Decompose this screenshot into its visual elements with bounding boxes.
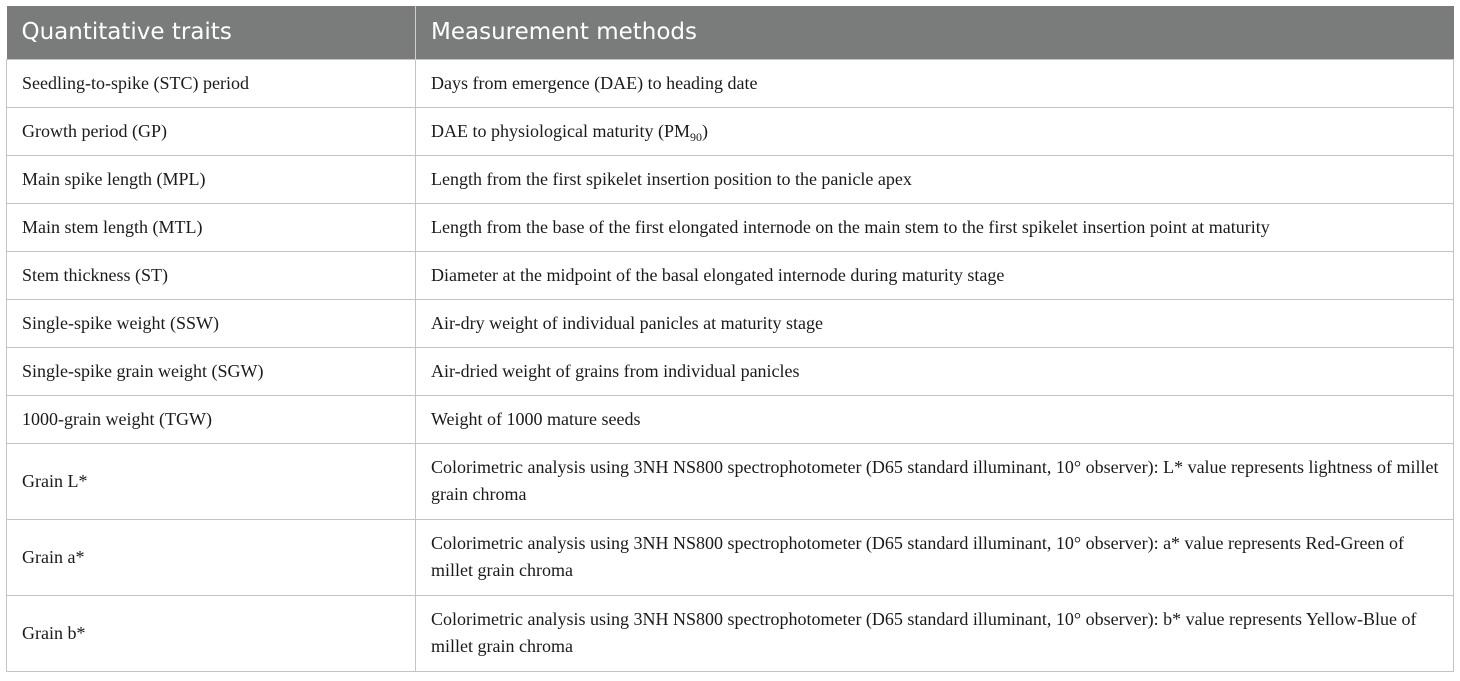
header-quantitative-traits: Quantitative traits [7,6,416,59]
method-cell [416,107,1454,155]
table-row [7,203,1454,251]
table-row [7,59,1454,107]
table-row [7,251,1454,299]
table-row [7,443,1454,519]
table-row [7,299,1454,347]
method-text-suffix: ) [701,120,708,141]
trait-cell: Stem thickness (ST) [7,251,416,299]
trait-cell: Single-spike grain weight (SGW) [7,347,416,395]
table-row [7,519,1454,595]
method-cell: Diameter at the midpoint of the basal elongated internode during maturity stage [416,251,1454,299]
trait-cell: Single-spike weight (SSW) [7,299,416,347]
method-cell: Colorimetric analysis using 3NH NS800 spectrophotometer (D65 standard illuminant, 10° observer): b* value represents Yellow-Blue of millet grain chroma [416,595,1454,671]
trait-cell: Growth period (GP) [7,107,416,155]
method-cell: Days from emergence (DAE) to heading date [416,59,1454,107]
trait-cell: 1000-grain weight (TGW) [7,395,416,443]
trait-cell: Main stem length (MTL) [7,203,416,251]
method-cell: Colorimetric analysis using 3NH NS800 spectrophotometer (D65 standard illuminant, 10° observer): L* value represents lightness of millet grain chroma [416,443,1454,519]
table-row [7,155,1454,203]
method-cell: Length from the first spikelet insertion position to the panicle apex [416,155,1454,203]
method-cell: Air-dry weight of individual panicles at maturity stage [416,299,1454,347]
header-row [7,6,1454,59]
trait-cell: Grain L* [7,443,416,519]
table-row [7,395,1454,443]
method-cell: Colorimetric analysis using 3NH NS800 spectrophotometer (D65 standard illuminant, 10° observer): a* value represents Red-Green of millet grain chroma [416,519,1454,595]
traits-table-container [6,6,1453,672]
header-measurement-methods: Measurement methods [416,6,1454,59]
trait-cell: Grain a* [7,519,416,595]
table-header [7,6,1454,59]
method-cell: Length from the base of the first elongated internode on the main stem to the first spikelet insertion point at maturity [416,203,1454,251]
table-row [7,107,1454,155]
trait-cell: Seedling-to-spike (STC) period [7,59,416,107]
traits-table [6,6,1454,672]
method-cell: Weight of 1000 mature seeds [416,395,1454,443]
method-text: DAE to physiological maturity (PM [431,120,690,141]
table-row [7,347,1454,395]
method-subscript: 90 [689,129,702,144]
method-cell: Air-dried weight of grains from individual panicles [416,347,1454,395]
table-row [7,595,1454,671]
trait-cell: Main spike length (MPL) [7,155,416,203]
trait-cell: Grain b* [7,595,416,671]
table-body [7,59,1454,671]
